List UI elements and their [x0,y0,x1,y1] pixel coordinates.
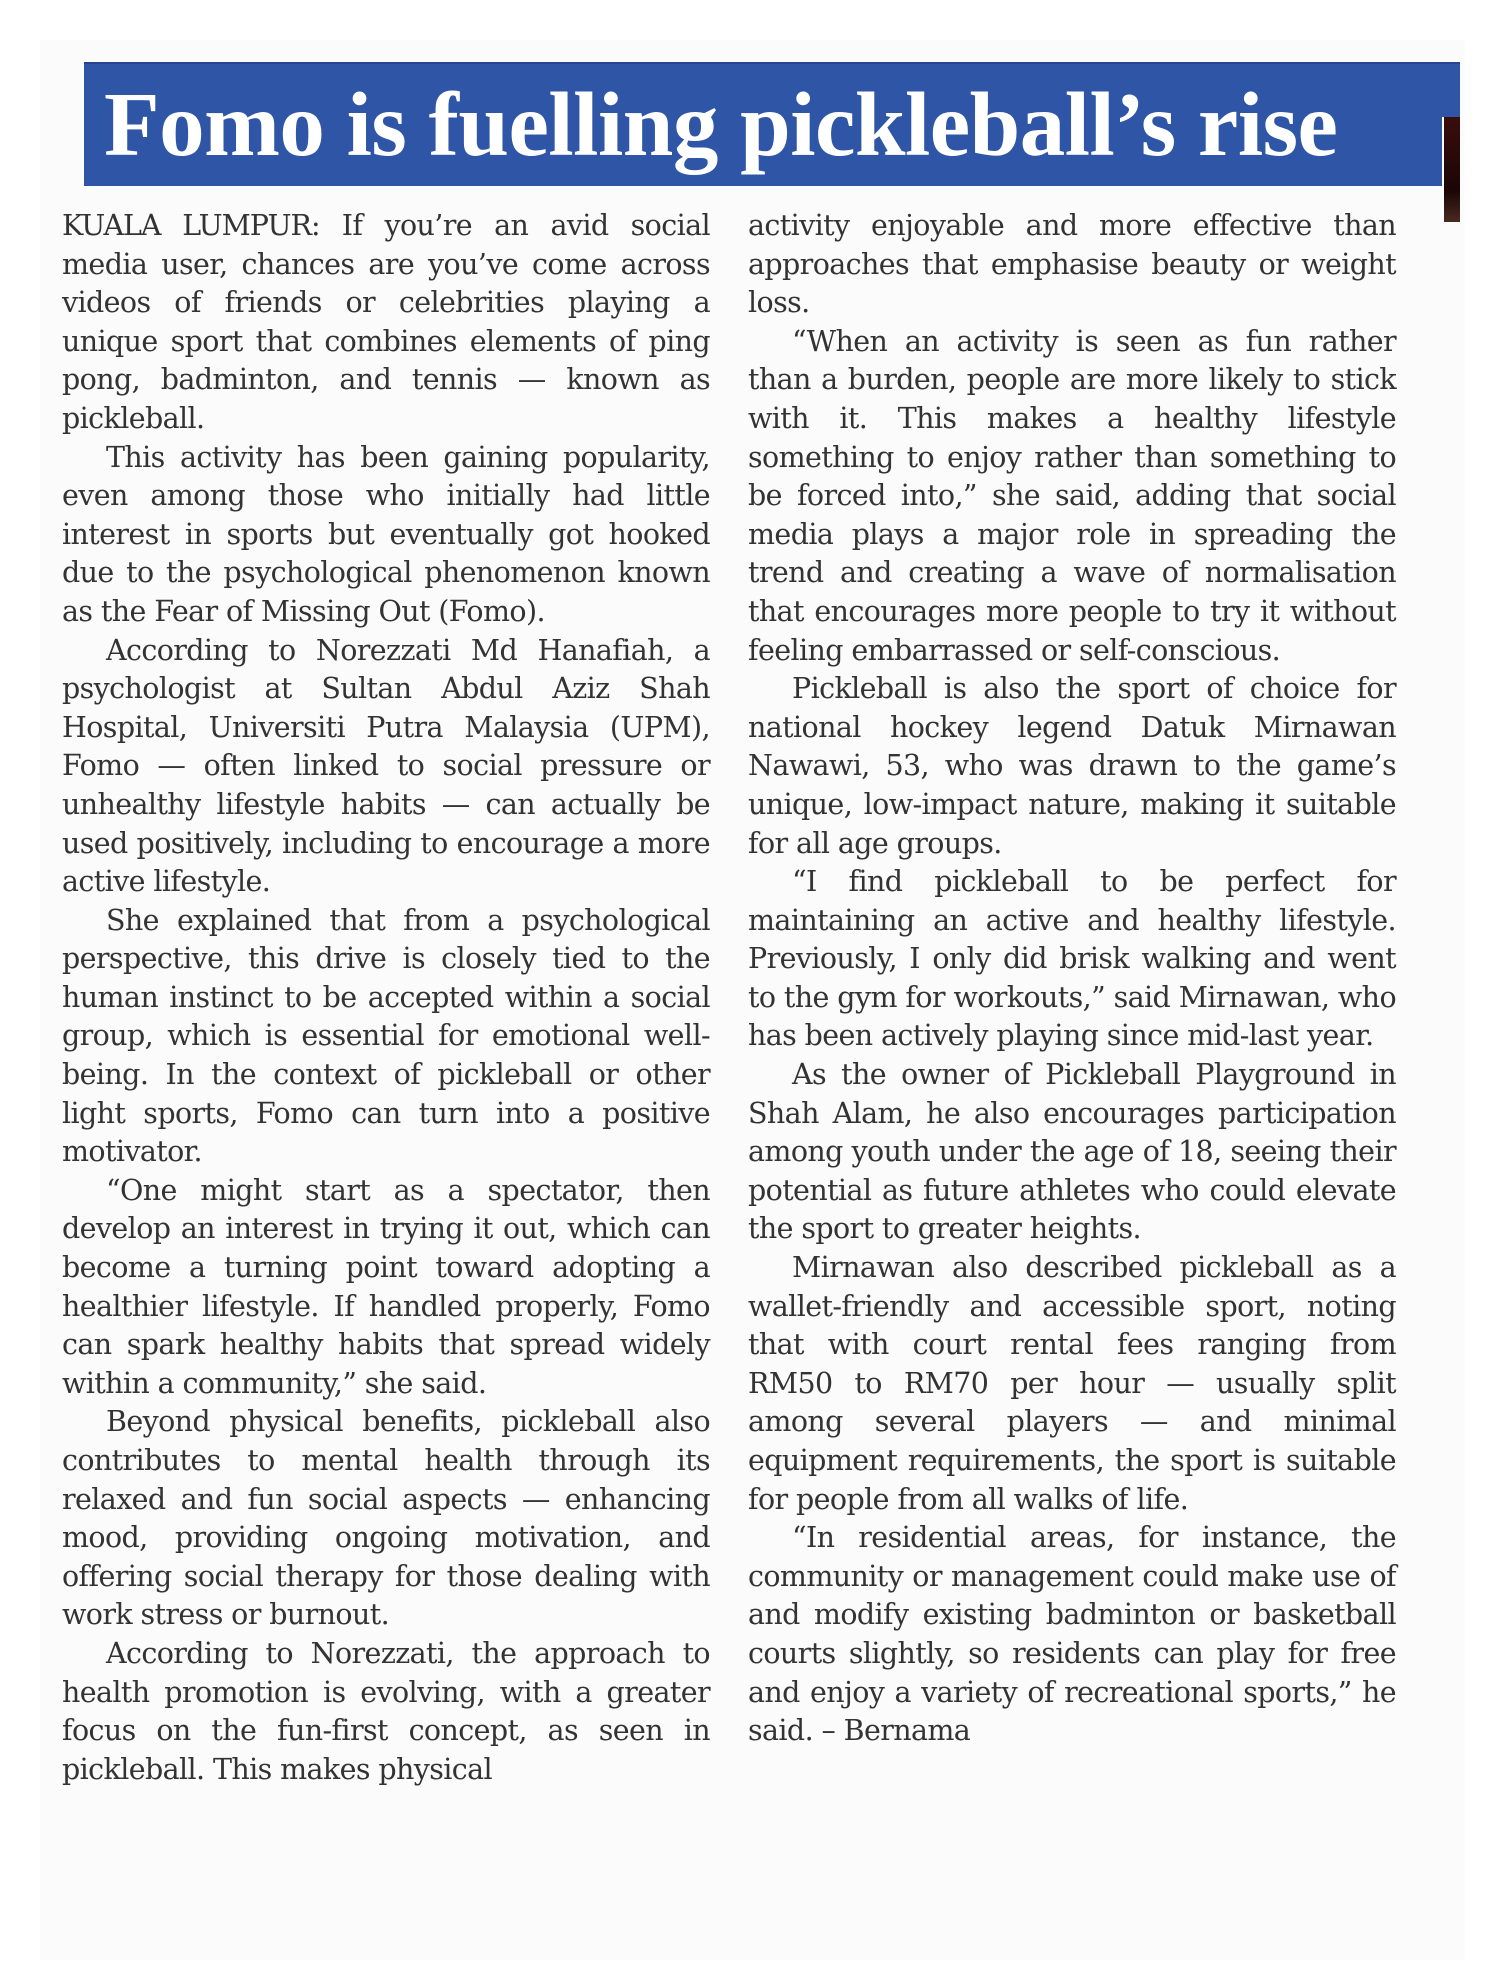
paragraph: According to Norezzati, the approach to health promotion is evolving, with a greater focus on the fun-first concept, as seen in pickleball. This makes physical [62,1636,710,1786]
paragraph-text: If you’re an avid social media user, chances are you’ve come across videos of friends or celebrities playing a unique sport that combines elements of ping pong, badminton, and tennis — known as pickleball. [62,209,710,435]
paragraph: This activity has been gaining popularity, even among those who initially had little interest in sports but eventually got hooked due to the psychological phenomenon known as the Fear of Missing Out (Fomo). [62,440,710,628]
paragraph-continued: activity enjoyable and more effective than approaches that emphasise beauty or weight loss. [748,209,1396,320]
paragraph: “When an activity is seen as fun rather than a burden, people are more likely to stick with it. This makes a healthy lifestyle something to enjoy rather than something to be forced into,” she said, adding that social media plays a major role in spreading the trend and creating a wave of normalisation that encourages more people to try it without feeling embarrassed or self-conscious. [748,324,1396,667]
lead-paragraph [62,207,710,439]
paragraph: “I find pickleball to be perfect for maintaining an active and healthy lifestyle. Previously, I only did brisk walking and went to the gym for workouts,” said Mirnawan, who has been actively playing since mid-last year. [748,865,1396,1053]
paragraph: Mirnawan also described pickleball as a wallet-friendly and accessible sport, noting that with court rental fees ranging from RM50 to RM70 per hour — usually split among several players — and minimal equipment requirements, the sport is suitable for people from all walks of life. [748,1251,1396,1516]
paragraph: Pickleball is also the sport of choice for national hockey legend Datuk Mirnawan Nawawi, 53, who was drawn to the game’s unique, low-impact nature, making it suitable for all age groups. [748,672,1396,860]
paragraph: “In residential areas, for instance, the community or management could make use of and modify existing badminton or basketball courts slightly, so residents can play for free and enjoy a variety of recreational sports,” he said. – Bernama [748,1521,1396,1748]
paragraph: As the owner of Pickleball Playground in Shah Alam, he also encourages participation among youth under the age of 18, seeing their potential as future athletes who could elevate the sport to greater heights. [748,1058,1396,1246]
headline: Fomo is fuelling pickleball’s rise [104,74,1338,175]
paragraph: She explained that from a psychological perspective, this drive is closely tied to the human instinct to be accepted within a social group, which is essential for emotional well-being. In the context of pickleball or other light sports, Fomo can turn into a positive motivator. [62,903,710,1169]
paragraph: Beyond physical benefits, pickleball also contributes to mental health through its relaxed and fun social aspects — enhancing mood, providing ongoing motivation, and offering social therapy for those dealing with work stress or burnout. [62,1405,710,1632]
article-column-right [748,207,1396,1751]
paragraph: “One might start as a spectator, then develop an interest in trying it out, which can become a turning point toward adopting a healthier lifestyle. If handled properly, Fomo can spark healthy habits that spread widely within a community,” she said. [62,1173,710,1400]
adjacent-photo-edge [1442,117,1460,222]
dateline: KUALA LUMPUR: [62,209,320,242]
article-column-left [62,207,710,1789]
paragraph: According to Norezzati Md Hanafiah, a psychologist at Sultan Abdul Aziz Shah Hospital, Universiti Putra Malaysia (UPM), Fomo — often linked to social pressure or unhealthy lifestyle habits — can actually be used positively, including to encourage a more active lifestyle. [62,633,710,899]
